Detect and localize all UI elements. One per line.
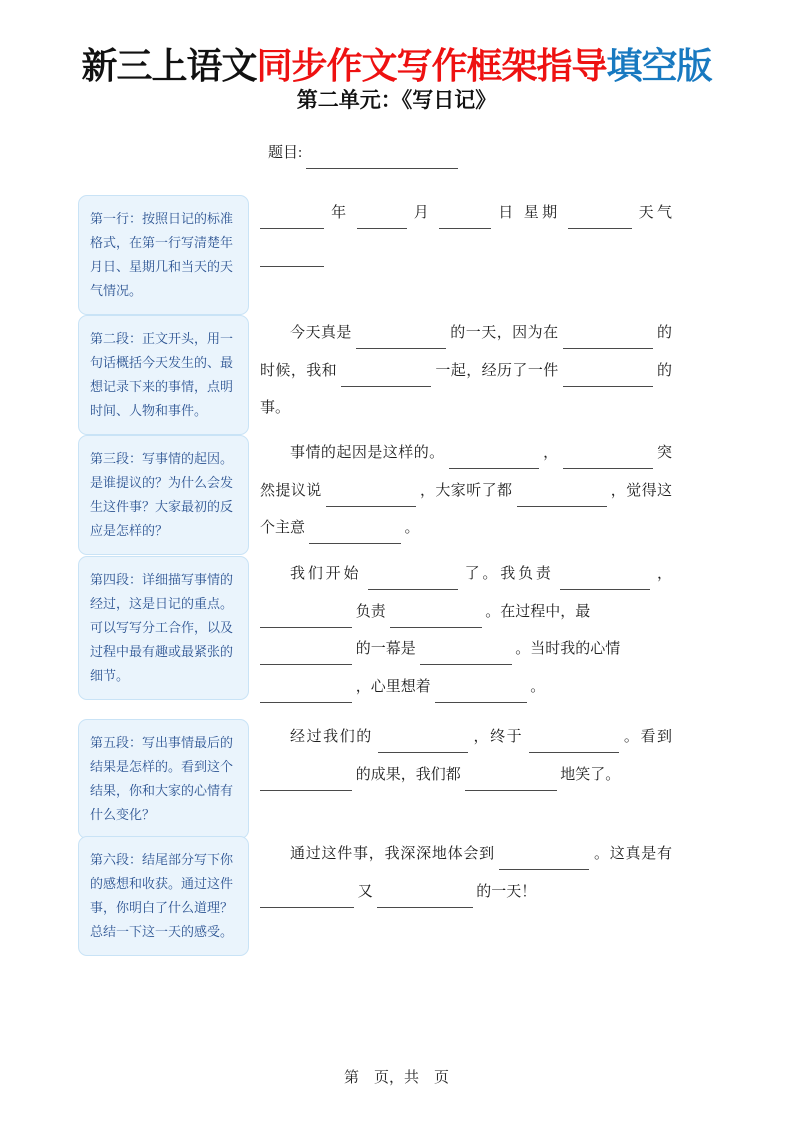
fill-text: 通过这件事，我深深地体会到 [290, 846, 495, 862]
blank-underline[interactable] [435, 688, 527, 703]
blank-underline[interactable] [390, 613, 482, 628]
blank-underline[interactable] [517, 492, 607, 507]
fill-text: 事。 [260, 400, 291, 416]
note-box-5 [78, 719, 249, 839]
fill-line [260, 556, 672, 594]
fill-text: 星期 [523, 205, 561, 221]
note-box-6 [78, 836, 249, 956]
fill-text: 今天真是 [290, 325, 352, 341]
blank-underline[interactable] [377, 893, 473, 908]
fill-line [260, 594, 672, 632]
fill-text: 时候，我和 [260, 362, 338, 379]
fill-text: ，心里想着 [355, 678, 431, 695]
fill-text: ， [543, 445, 559, 461]
fill-text: 一起，经历了一件 [435, 362, 559, 379]
fill-text: 。在过程中，最 [485, 603, 591, 620]
section-2 [78, 315, 672, 435]
fill-text: 的一幕是 [355, 641, 416, 657]
fill-text: 又 [357, 883, 373, 900]
fill-text: 月 [413, 205, 433, 221]
fill-text: 。看到 [623, 729, 673, 745]
fill-line [260, 390, 672, 428]
blank-underline[interactable] [356, 334, 446, 349]
blank-underline[interactable] [368, 575, 458, 590]
fill-text: 。 [404, 520, 420, 536]
topic-row [268, 141, 458, 169]
fill-text: 。这真是有 [593, 846, 672, 862]
blank-underline[interactable] [439, 214, 491, 229]
fill-line [260, 836, 672, 874]
section-6 [78, 836, 672, 956]
note-box-3 [78, 435, 249, 555]
note-box-2 [78, 315, 249, 435]
fill-area-4 [260, 556, 672, 706]
blank-underline[interactable] [260, 688, 352, 703]
fill-text: 个主意 [260, 520, 306, 536]
note-text: 第三段：写事情的起因。是谁提议的？为什么会发生这件事？大家最初的反应是怎样的？ [90, 451, 234, 538]
fill-text: 经过我们的 [290, 729, 373, 745]
fill-text: 年 [331, 205, 350, 221]
fill-area-2 [260, 315, 672, 428]
blank-underline[interactable] [260, 776, 352, 791]
topic-label: 题目: [268, 145, 303, 161]
blank-underline[interactable] [260, 252, 324, 267]
fill-text: 事情的起因是这样的。 [290, 445, 445, 461]
blank-underline[interactable] [326, 492, 416, 507]
blank-underline[interactable] [420, 650, 512, 665]
section-3 [78, 435, 672, 555]
blank-underline[interactable] [260, 650, 352, 665]
fill-line [260, 757, 672, 795]
note-text: 第二段：正文开头，用一句话概括今天发生的、最想记录下来的事情，点明时间、人物和事件。 [90, 331, 234, 418]
fill-area-5 [260, 719, 672, 794]
note-text: 第六段：结尾部分写下你的感想和收获。通过这件事，你明白了什么道理？总结一下这一天的感受。 [90, 852, 234, 939]
fill-line [260, 315, 672, 353]
fill-text: 我们开始 [290, 566, 362, 582]
fill-text: 。 [530, 678, 546, 695]
fill-text: 然提议说 [260, 482, 322, 499]
blank-underline[interactable] [568, 214, 632, 229]
blank-underline[interactable] [260, 613, 352, 628]
note-box-4 [78, 556, 249, 700]
fill-text: 负责 [355, 603, 386, 620]
fill-line [260, 874, 672, 912]
fill-line [260, 435, 672, 473]
blank-underline[interactable] [563, 372, 653, 387]
fill-area-1 [260, 195, 672, 270]
blank-underline[interactable] [260, 893, 354, 908]
blank-underline[interactable] [529, 738, 619, 753]
blank-underline[interactable] [309, 529, 401, 544]
section-1 [78, 195, 672, 315]
fill-text: ， [656, 566, 672, 582]
fill-line [260, 233, 672, 271]
fill-line [260, 195, 672, 233]
fill-area-6 [260, 836, 672, 911]
fill-text: 的 [656, 325, 672, 341]
fill-text: 突 [656, 445, 672, 461]
fill-text: 了。我负责 [464, 566, 554, 582]
fill-text: 。当时我的心情 [515, 641, 621, 657]
fill-text: 天气 [638, 205, 673, 221]
fill-area-3 [260, 435, 672, 548]
fill-text: ，觉得这 [610, 482, 673, 499]
fill-text: 的一天！ [476, 883, 537, 900]
title-part-blue: 填空版 [606, 45, 712, 87]
page-number-footer: 第 页，共 页 [343, 1070, 449, 1086]
title-part-red: 同步作文写作框架指导 [256, 45, 607, 87]
topic-blank[interactable] [306, 154, 458, 169]
fill-text: 的一天，因为在 [450, 325, 559, 341]
blank-underline[interactable] [563, 334, 653, 349]
blank-underline[interactable] [499, 855, 589, 870]
note-box-1 [78, 195, 249, 315]
fill-text: ，终于 [473, 729, 524, 745]
blank-underline[interactable] [378, 738, 468, 753]
page-title [0, 46, 793, 86]
fill-text: 的成果，我们都 [355, 766, 461, 783]
fill-text: 日 [498, 205, 517, 221]
fill-text: 地笑了。 [560, 766, 621, 783]
blank-underline[interactable] [465, 776, 557, 791]
note-text: 第五段：写出事情最后的结果是怎样的。看到这个结果，你和大家的心情有什么变化？ [90, 735, 234, 822]
fill-line [260, 353, 672, 391]
section-5 [78, 719, 672, 839]
blank-underline[interactable] [563, 454, 653, 469]
fill-line [260, 669, 672, 707]
note-text: 第一行：按照日记的标准格式，在第一行写清楚年月日、星期几和当天的天气情况。 [90, 211, 234, 298]
blank-underline[interactable] [560, 575, 650, 590]
fill-line [260, 510, 672, 548]
blank-underline[interactable] [341, 372, 431, 387]
fill-text: ，大家听了都 [419, 482, 513, 499]
section-4 [78, 556, 672, 706]
fill-line [260, 473, 672, 511]
blank-underline[interactable] [449, 454, 539, 469]
blank-underline[interactable] [260, 214, 324, 229]
unit-subtitle: 第二单元：《写日记》 [296, 88, 497, 112]
title-part-black: 新三上语文 [81, 45, 257, 87]
fill-text: 的 [657, 362, 673, 379]
blank-underline[interactable] [357, 214, 407, 229]
fill-line [260, 631, 672, 669]
fill-line [260, 719, 672, 757]
note-text: 第四段：详细描写事情的经过，这是日记的重点。可以写写分工合作，以及过程中最有趣或最紧张的细节。 [90, 572, 234, 683]
